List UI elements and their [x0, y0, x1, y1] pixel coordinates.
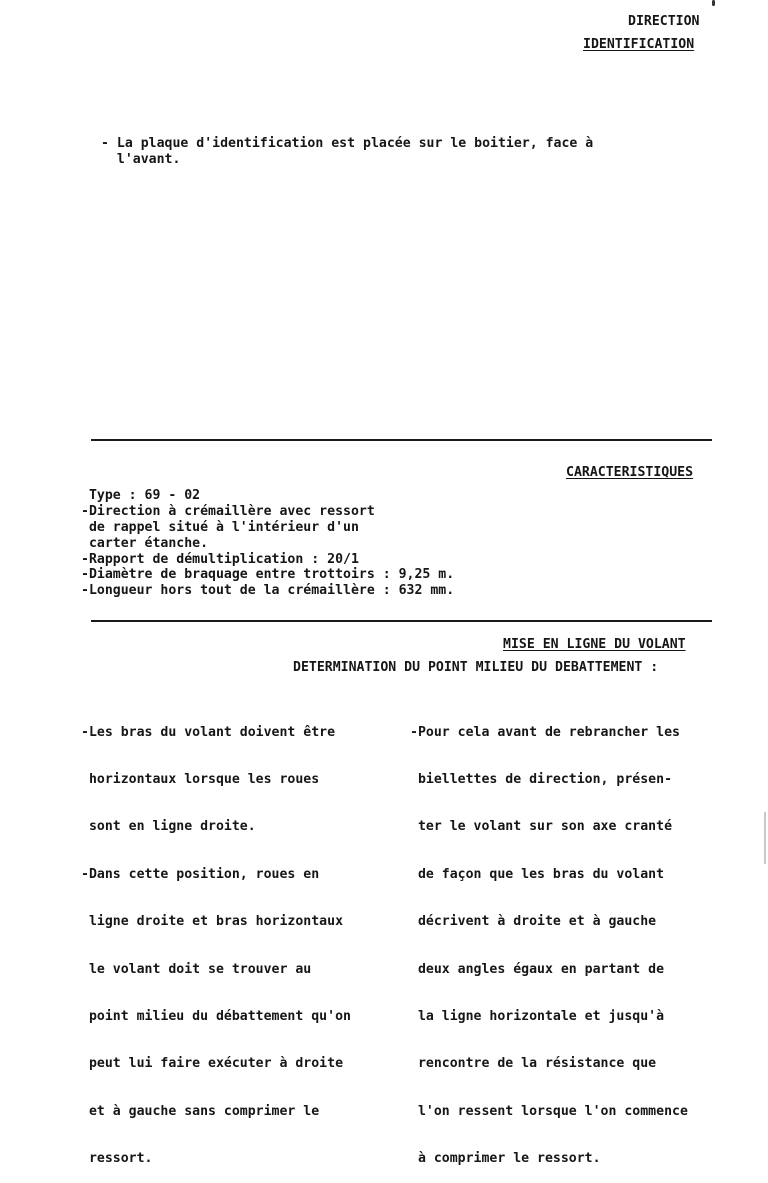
right-line-4: de façon que les bras du volant [410, 866, 665, 882]
spec-line-3: de rappel situé à l'intérieur d'un [81, 520, 359, 535]
right-line-2: biellettes de direction, présen- [410, 771, 673, 787]
identification-line-1: - La plaque d'identification est placée sur le boitier, face à [101, 136, 594, 151]
right-line-5: décrivent à droite et à gauche [410, 914, 657, 930]
mise-en-ligne-heading: MISE EN LIGNE DU VOLANT [503, 637, 686, 652]
left-column [81, 693, 351, 1183]
right-line-6: deux angles égaux en partant de [410, 961, 665, 977]
spec-line-7: -Longueur hors tout de la crémaillère : 632 mm. [81, 583, 455, 598]
right-line-9: l'on ressent lorsque l'on commence [410, 1103, 688, 1119]
left-line-3: sont en ligne droite. [81, 819, 256, 835]
section-title: DIRECTION [628, 14, 700, 29]
caracteristiques-heading: CARACTERISTIQUES [566, 465, 694, 480]
divider-2 [91, 620, 712, 622]
right-column [410, 693, 688, 1183]
left-line-9: et à gauche sans comprimer le [81, 1103, 320, 1119]
left-line-6: le volant doit se trouver au [81, 961, 312, 977]
right-line-8: rencontre de la résistance que [410, 1056, 657, 1072]
left-line-2: horizontaux lorsque les roues [81, 771, 320, 787]
corner-mark [712, 0, 715, 6]
left-line-4: -Dans cette position, roues en [81, 866, 320, 882]
left-line-5: ligne droite et bras horizontaux [81, 914, 344, 930]
spec-line-6: -Diamètre de braquage entre trottoirs : 9,25 m. [81, 567, 455, 582]
spec-line-4: carter étanche. [81, 536, 209, 551]
left-line-10: ressort. [81, 1151, 153, 1167]
divider-1 [91, 439, 712, 441]
left-line-7: point milieu du débattement qu'on [81, 1008, 351, 1024]
identification-line-2: l'avant. [101, 152, 181, 167]
left-line-8: peut lui faire exécuter à droite [81, 1056, 344, 1072]
right-line-7: la ligne horizontale et jusqu'à [410, 1008, 665, 1024]
left-line-1: -Les bras du volant doivent être [81, 724, 336, 740]
right-line-1: -Pour cela avant de rebrancher les [410, 724, 680, 740]
mise-en-ligne-subheading: DETERMINATION DU POINT MILIEU DU DEBATTEMENT : [293, 660, 659, 675]
right-line-3: ter le volant sur son axe cranté [410, 819, 673, 835]
subsection-title: IDENTIFICATION [583, 37, 695, 52]
spec-line-2: -Direction à crémaillère avec ressort [81, 504, 375, 519]
spec-line-5: -Rapport de démultiplication : 20/1 [81, 552, 359, 567]
edge-mark [764, 812, 766, 864]
spec-line-1: Type : 69 - 02 [81, 488, 201, 503]
right-line-10: à comprimer le ressort. [410, 1151, 601, 1167]
